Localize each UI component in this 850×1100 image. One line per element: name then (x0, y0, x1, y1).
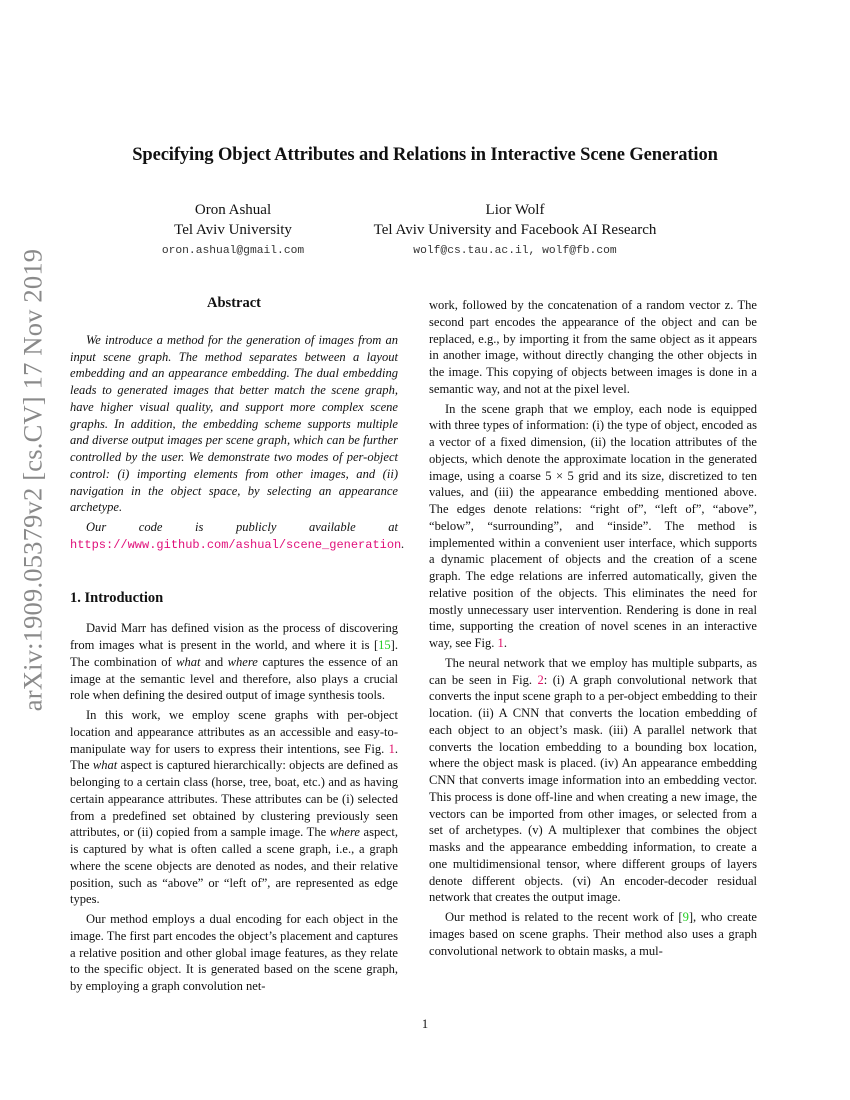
abstract-paragraph: We introduce a method for the generation of images from an input scene graph. The method separates between a layout embedding and an appearance embedding. The dual embedding leads to generated images that better match the scene graph, have higher visual quality, and support more complex scene graphs. In addition, the embedding scheme supports multiple and diverse output images per scene graph, which can be further controlled by the user. We demonstrate two modes of per-object control: (i) importing elements from other images, and (ii) navigation in the object space, by selecting an appearance archetype. (70, 332, 398, 515)
author-block-2 (350, 200, 680, 262)
figure-ref-link[interactable]: 2 (537, 672, 544, 687)
emphasis: what (92, 758, 118, 773)
right-column (429, 297, 757, 959)
emphasis: where (329, 825, 360, 840)
arxiv-stamp (13, 248, 53, 712)
intro-paragraph-5 (429, 655, 757, 906)
author-block-1 (133, 200, 333, 262)
figure-ref-link[interactable]: 1 (497, 636, 504, 650)
text: and (200, 654, 228, 669)
text: ], who create images based on scene graphs. Their method also uses a graph convolutional network to obtain masks, a mul- (429, 910, 758, 958)
code-suffix-text: . (401, 536, 405, 551)
citation-link[interactable]: 15 (378, 638, 391, 652)
section-heading-introduction: 1. Introduction (70, 589, 164, 606)
text: aspect is captured hierarchically: objects are defined as belonging to a certain class (horse, tree, boat, etc.) and as having certain appearance attributes. These attributes can be (i) selected from a predefined set obtained by clustering previously seen attributes, or (ii) copied from a sample image. The (70, 758, 398, 840)
abstract-code-paragraph (70, 519, 405, 554)
intro-paragraph-3: Our method employs a dual encoding for each object in the image. The first part encodes the object’s placement and captures a relative position and other global image features, as they relate to the specific object. It is generated based on the scene graph, by employing a graph convolution net- (70, 912, 398, 993)
left-column (70, 290, 405, 995)
citation-link[interactable]: 9 (682, 910, 689, 924)
author-email[interactable]: wolf@cs.tau.ac.il, wolf@fb.com (413, 245, 617, 257)
text: . (503, 636, 507, 650)
intro-paragraph-4 (429, 401, 757, 652)
text: Our method is related to the recent work of [ (445, 910, 683, 924)
page-number: 1 (421, 1017, 429, 1031)
code-url-link[interactable]: https://www.github.com/ashual/scene_generation (70, 537, 402, 552)
text: : (i) A graph convolutional network that converts the input scene graph to a per-object embedding to their location. (ii) A CNN that converts the location embedding of each object to an object’s mask. (iii) A parallel network that converts the location embedding to a bounding box location, where the object mask is placed. (iv) An appearance embedding CNN that converts image information into an embedding vector. This process is done off-line and when creating a new image, the vectors can be imported from other images, or selected from a set of archetypes. (v) A multiplexer that combines the object masks and the appearance embedding information, to create a one multidimensional tensor, where different groups of layers denote different objects. (vi) An encoder-decoder residual network that creates the output image. (429, 672, 757, 905)
text: In the scene graph that we employ, each node is equipped with three types of information: (i) the type of object, encoded as a vector of a fixed dimension, (ii) the location attributes of the objects, which denote the approximate location in the generated image, using a coarse 5 × 5 grid and its size, discretized to ten values, and (iii) the appearance embedding mentioned above. The edges denote relations: “right of”, “left of”, “above”, “below”, “surrounding”, and “inside”. The method is implemented within a convenient user interface, which supports a dynamic placement of objects and the creation of a scene graph. The edge relations are inferred automatically, given the relative position of the objects. This eliminates the need for mostly unnecessary user intervention. Rendering is done in real time, supporting the creation of novel scenes in an interactive way, see Fig. (429, 401, 757, 650)
text: . The (70, 741, 398, 773)
paper-title: Specifying Object Attributes and Relations in Interactive Scene Generation (132, 145, 718, 165)
author-name: Lior Wolf (485, 202, 545, 218)
author-affiliation: Tel Aviv University (174, 222, 292, 238)
code-prefix-text: Our code is publicly available at (86, 520, 398, 534)
author-email[interactable]: oron.ashual@gmail.com (161, 245, 305, 257)
intro-paragraph-3-continued: work, followed by the concatenation of a random vector z. The second part encodes the appearance of the object and can be replaced, e.g., by importing it from the same object as it appears in another image, without directly changing the other objects in the image. This copying of objects between images is done in a semantic way, and not at the pixel level. (429, 298, 757, 396)
text: In this work, we employ scene graphs with per-object location and appearance attributes as an accessible and easy-to-manipulate way for users to express their intentions, see Fig. (70, 708, 398, 756)
intro-paragraph-6 (429, 909, 757, 959)
emphasis: what (176, 654, 201, 669)
intro-paragraph-1 (70, 620, 398, 704)
text: aspect, is captured by what is often called a scene graph, i.e., a graph where the scene objects are denoted as nodes, and their relative position, such as “above” or “left of”, are represented as edge types. (70, 825, 398, 907)
figure-ref-link[interactable]: 1 (388, 741, 395, 756)
abstract-heading: Abstract (207, 295, 261, 311)
abstract (70, 332, 405, 554)
text: captures the essence of an image at the semantic level and therefore, also plays a crucial role when defining the desired output of image synthesis tools. (70, 654, 399, 703)
arxiv-stamp-text: arXiv:1909.05379v2 [cs.CV] 17 Nov 2019 (17, 248, 48, 712)
author-name: Oron Ashual (194, 202, 272, 218)
emphasis: where (227, 654, 258, 669)
intro-paragraph-2 (70, 707, 398, 908)
text: The neural network that we employ has multiple subparts, as can be seen in Fig. (429, 655, 757, 687)
author-affiliation: Tel Aviv University and Facebook AI Research (373, 222, 657, 238)
text: David Marr has defined vision as the process of discovering from images what is present in the world, and where it is [ (70, 621, 398, 652)
text: ]. The combination of (70, 638, 398, 669)
